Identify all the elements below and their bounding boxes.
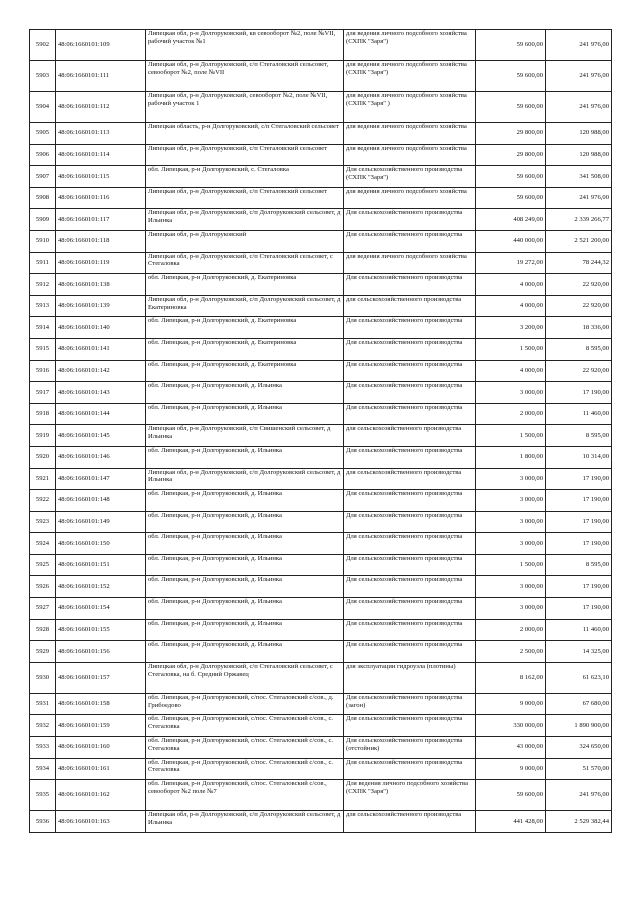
area-cell: 1 500,00 (476, 554, 546, 576)
cadastral-value-cell: 2 521 200,00 (546, 230, 612, 252)
permitted-use-cell: Для сельскохозяйственного производства (344, 554, 476, 576)
area-cell: 4 000,00 (476, 360, 546, 382)
cadastral-number-cell: 48:06:1660101:116 (56, 187, 146, 209)
permitted-use-cell: Для сельскохозяйственного производства (344, 317, 476, 339)
cadastral-number-cell: 48:06:1660101:160 (56, 737, 146, 759)
cadastral-number-cell: 48:06:1660101:163 (56, 811, 146, 833)
row-number-cell: 5927 (30, 598, 56, 620)
area-cell: 1 500,00 (476, 425, 546, 447)
address-cell: Липецкая обл, р-н Долгоруковский, с/п Стегаловский сельсовет, севооборот №2, поле №VII (146, 61, 344, 92)
address-cell: обл. Липецкая, р-н Долгоруковский, д. Ильинка (146, 403, 344, 425)
address-cell: обл. Липецкая, р-н Долгоруковский, д. Ильинка (146, 446, 344, 468)
area-cell: 9 000,00 (476, 758, 546, 780)
permitted-use-cell: Для сельскохозяйственного производства (344, 403, 476, 425)
permitted-use-cell: для ведения личного подсобного хозяйства (344, 252, 476, 274)
cadastral-value-cell: 8 595,00 (546, 554, 612, 576)
cadastral-value-cell: 241 976,00 (546, 30, 612, 61)
row-number-cell: 5932 (30, 715, 56, 737)
row-number-cell: 5925 (30, 554, 56, 576)
permitted-use-cell: для ведения личного подсобного хозяйства (344, 123, 476, 145)
area-cell: 3 000,00 (476, 576, 546, 598)
table-row (30, 780, 612, 811)
row-number-cell: 5936 (30, 811, 56, 833)
table-row (30, 295, 612, 317)
table-row (30, 317, 612, 339)
address-cell: обл. Липецкая, р-н Долгоруковский, с/пос. Стегаловский с/сов., с. Стегаловка (146, 737, 344, 759)
area-cell: 2 000,00 (476, 619, 546, 641)
address-cell: обл. Липецкая, р-н Долгоруковский, д. Ильинка (146, 533, 344, 555)
cadastral-number-cell: 48:06:1660101:109 (56, 30, 146, 61)
cadastral-number-cell: 48:06:1660101:143 (56, 382, 146, 404)
cadastral-number-cell: 48:06:1660101:159 (56, 715, 146, 737)
cadastral-value-cell: 78 244,32 (546, 252, 612, 274)
table-row (30, 576, 612, 598)
cadastral-number-cell: 48:06:1660101:155 (56, 619, 146, 641)
area-cell: 3 000,00 (476, 490, 546, 512)
table-row (30, 619, 612, 641)
area-cell: 3 200,00 (476, 317, 546, 339)
address-cell: Липецкая обл, р-н Долгоруковский, с/п Стегаловский сельсовет (146, 144, 344, 166)
cadastral-value-cell: 17 190,00 (546, 468, 612, 490)
permitted-use-cell: Для сельскохозяйственного производства (344, 576, 476, 598)
cadastral-value-cell: 2 339 266,77 (546, 209, 612, 231)
cadastral-number-cell: 48:06:1660101:151 (56, 554, 146, 576)
cadastral-value-cell: 17 190,00 (546, 511, 612, 533)
row-number-cell: 5935 (30, 780, 56, 811)
address-cell: Липецкая обл, р-н Долгоруковский, с/п Свишенский сельсовет, д Ильинка (146, 425, 344, 447)
cadastral-number-cell: 48:06:1660101:162 (56, 780, 146, 811)
address-cell: обл. Липецкая, р-н Долгоруковский, д. Ильинка (146, 576, 344, 598)
permitted-use-cell: Для сельскохозяйственного производства (СХПК "Заря") (344, 166, 476, 188)
row-number-cell: 5911 (30, 252, 56, 274)
address-cell: Липецкая обл, р-н Долгоруковский, кв севооборот №2, поле №VII, рабочий участок №1 (146, 30, 344, 61)
table-row (30, 360, 612, 382)
row-number-cell: 5923 (30, 511, 56, 533)
row-number-cell: 5902 (30, 30, 56, 61)
area-cell: 3 000,00 (476, 598, 546, 620)
area-cell: 59 600,00 (476, 61, 546, 92)
permitted-use-cell: Для сельскохозяйственного производства (344, 619, 476, 641)
permitted-use-cell: Для сельскохозяйственного производства (344, 446, 476, 468)
permitted-use-cell: для сельскохозяйственного производства (344, 425, 476, 447)
cadastral-value-cell: 22 920,00 (546, 295, 612, 317)
row-number-cell: 5907 (30, 166, 56, 188)
cadastral-value-cell: 61 623,10 (546, 662, 612, 693)
row-number-cell: 5904 (30, 92, 56, 123)
cadastral-value-cell: 67 680,00 (546, 693, 612, 715)
row-number-cell: 5920 (30, 446, 56, 468)
row-number-cell: 5928 (30, 619, 56, 641)
row-number-cell: 5917 (30, 382, 56, 404)
table-row (30, 811, 612, 833)
cadastral-number-cell: 48:06:1660101:149 (56, 511, 146, 533)
cadastral-number-cell: 48:06:1660101:154 (56, 598, 146, 620)
cadastral-value-cell: 11 460,00 (546, 619, 612, 641)
row-number-cell: 5933 (30, 737, 56, 759)
cadastral-number-cell: 48:06:1660101:161 (56, 758, 146, 780)
land-plot-table (29, 29, 612, 833)
table-row (30, 758, 612, 780)
table-body (30, 30, 612, 833)
cadastral-value-cell: 17 190,00 (546, 490, 612, 512)
cadastral-number-cell: 48:06:1660101:148 (56, 490, 146, 512)
cadastral-number-cell: 48:06:1660101:158 (56, 693, 146, 715)
address-cell: обл. Липецкая, р-н Долгоруковский, д. Ильинка (146, 554, 344, 576)
permitted-use-cell: Для ведения личного подсобного хозяйства (СХПК "Заря") (344, 780, 476, 811)
area-cell: 43 000,00 (476, 737, 546, 759)
row-number-cell: 5916 (30, 360, 56, 382)
area-cell: 441 428,00 (476, 811, 546, 833)
table-row (30, 30, 612, 61)
area-cell: 4 000,00 (476, 274, 546, 296)
cadastral-number-cell: 48:06:1660101:117 (56, 209, 146, 231)
cadastral-number-cell: 48:06:1660101:150 (56, 533, 146, 555)
permitted-use-cell: Для сельскохозяйственного производства (загон) (344, 693, 476, 715)
cadastral-number-cell: 48:06:1660101:112 (56, 92, 146, 123)
cadastral-number-cell: 48:06:1660101:119 (56, 252, 146, 274)
address-cell: обл. Липецкая, р-н Долгоруковский, д. Ильинка (146, 641, 344, 663)
row-number-cell: 5930 (30, 662, 56, 693)
area-cell: 408 249,00 (476, 209, 546, 231)
permitted-use-cell: Для сельскохозяйственного производства (344, 511, 476, 533)
row-number-cell: 5905 (30, 123, 56, 145)
cadastral-number-cell: 48:06:1660101:145 (56, 425, 146, 447)
address-cell: обл. Липецкая, р-н Долгоруковский, д. Ильинка (146, 598, 344, 620)
permitted-use-cell: Для сельскохозяйственного производства (344, 641, 476, 663)
permitted-use-cell: Для сельскохозяйственного производства (344, 209, 476, 231)
cadastral-number-cell: 48:06:1660101:140 (56, 317, 146, 339)
area-cell: 2 000,00 (476, 403, 546, 425)
area-cell: 440 000,00 (476, 230, 546, 252)
permitted-use-cell: для ведения личного подсобного хозяйства (СХПК "Заря") (344, 30, 476, 61)
cadastral-value-cell: 1 890 900,00 (546, 715, 612, 737)
table-row (30, 252, 612, 274)
address-cell: Липецкая область, р-н Долгоруковский, с/п Стегаловский сельсовет (146, 123, 344, 145)
cadastral-value-cell: 10 314,00 (546, 446, 612, 468)
area-cell: 3 000,00 (476, 382, 546, 404)
area-cell: 3 000,00 (476, 533, 546, 555)
cadastral-number-cell: 48:06:1660101:152 (56, 576, 146, 598)
cadastral-number-cell: 48:06:1660101:115 (56, 166, 146, 188)
cadastral-number-cell: 48:06:1660101:144 (56, 403, 146, 425)
area-cell: 19 272,00 (476, 252, 546, 274)
row-number-cell: 5924 (30, 533, 56, 555)
address-cell: обл. Липецкая, р-н Долгоруковский, д. Екатериновка (146, 274, 344, 296)
row-number-cell: 5915 (30, 338, 56, 360)
table-row (30, 598, 612, 620)
table-row (30, 403, 612, 425)
permitted-use-cell: Для сельскохозяйственного производства (344, 274, 476, 296)
address-cell: обл. Липецкая, р-н Долгоруковский, д. Ильинка (146, 490, 344, 512)
address-cell: обл. Липецкая, р-н Долгоруковский, д. Екатериновка (146, 360, 344, 382)
cadastral-value-cell: 241 976,00 (546, 92, 612, 123)
permitted-use-cell: Для сельскохозяйственного производства (344, 490, 476, 512)
row-number-cell: 5912 (30, 274, 56, 296)
address-cell: Липецкая обл, р-н Долгоруковский, с/п Долгоруковский сельсовет, д Екатериновка (146, 295, 344, 317)
address-cell: обл. Липецкая, р-н Долгоруковский, д. Ильинка (146, 619, 344, 641)
area-cell: 29 800,00 (476, 144, 546, 166)
permitted-use-cell: для сельскохозяйственного производства (344, 468, 476, 490)
table-row (30, 554, 612, 576)
cadastral-number-cell: 48:06:1660101:146 (56, 446, 146, 468)
address-cell: Липецкая обл, р-н Долгоруковский, с/п Долгоруковский сельсовет, д Ильинка (146, 811, 344, 833)
area-cell: 3 000,00 (476, 468, 546, 490)
cadastral-value-cell: 17 190,00 (546, 533, 612, 555)
permitted-use-cell: Для сельскохозяйственного производства (344, 533, 476, 555)
area-cell: 59 600,00 (476, 780, 546, 811)
area-cell: 330 000,00 (476, 715, 546, 737)
cadastral-value-cell: 2 529 382,44 (546, 811, 612, 833)
address-cell: обл. Липецкая, р-н Долгоруковский, д. Екатериновка (146, 338, 344, 360)
row-number-cell: 5914 (30, 317, 56, 339)
permitted-use-cell: Для сельскохозяйственного производства (344, 338, 476, 360)
address-cell: Липецкая обл, р-н Долгоруковский, с/п Стегаловский сельсовет, с Стегаловка, на б. Средний Оржавец (146, 662, 344, 693)
cadastral-value-cell: 241 976,00 (546, 61, 612, 92)
table-row (30, 693, 612, 715)
table-row (30, 209, 612, 231)
cadastral-value-cell: 22 920,00 (546, 274, 612, 296)
cadastral-value-cell: 22 920,00 (546, 360, 612, 382)
row-number-cell: 5913 (30, 295, 56, 317)
permitted-use-cell: Для сельскохозяйственного производства (344, 360, 476, 382)
cadastral-value-cell: 341 508,00 (546, 166, 612, 188)
permitted-use-cell: Для сельскохозяйственного производства (344, 758, 476, 780)
table-row (30, 737, 612, 759)
cadastral-number-cell: 48:06:1660101:141 (56, 338, 146, 360)
permitted-use-cell: для эксплуатации гидроузла (плотины) (344, 662, 476, 693)
cadastral-number-cell: 48:06:1660101:147 (56, 468, 146, 490)
area-cell: 1 500,00 (476, 338, 546, 360)
area-cell: 4 000,00 (476, 295, 546, 317)
cadastral-value-cell: 120 988,00 (546, 144, 612, 166)
table-row (30, 187, 612, 209)
table-row (30, 92, 612, 123)
permitted-use-cell: для сельскохозяйственного производства (344, 811, 476, 833)
cadastral-value-cell: 14 325,00 (546, 641, 612, 663)
table-row (30, 446, 612, 468)
area-cell: 8 162,00 (476, 662, 546, 693)
cadastral-number-cell: 48:06:1660101:157 (56, 662, 146, 693)
area-cell: 3 000,00 (476, 511, 546, 533)
row-number-cell: 5934 (30, 758, 56, 780)
permitted-use-cell: для сельскохозяйственного производства (344, 295, 476, 317)
cadastral-number-cell: 48:06:1660101:118 (56, 230, 146, 252)
cadastral-number-cell: 48:06:1660101:139 (56, 295, 146, 317)
permitted-use-cell: для ведения личного подсобного хозяйства (СХПК "Заря" ) (344, 92, 476, 123)
row-number-cell: 5903 (30, 61, 56, 92)
cadastral-number-cell: 48:06:1660101:113 (56, 123, 146, 145)
address-cell: обл. Липецкая, р-н Долгоруковский, д. Ильинка (146, 511, 344, 533)
cadastral-number-cell: 48:06:1660101:111 (56, 61, 146, 92)
table-row (30, 274, 612, 296)
address-cell: Липецкая обл, р-н Долгоруковский, с/п Долгоруковский сельсовет, д Ильинка (146, 468, 344, 490)
table-row (30, 533, 612, 555)
address-cell: Липецкая обл, р-н Долгоруковский, с/п Стегаловский сельсовет, с Стегаловка (146, 252, 344, 274)
address-cell: Липецкая обл, р-н Долгоруковский, с/п Долгоруковский сельсовет, д Ильинка (146, 209, 344, 231)
cadastral-number-cell: 48:06:1660101:114 (56, 144, 146, 166)
table-row (30, 382, 612, 404)
address-cell: обл. Липецкая, р-н Долгоруковский, с/пос. Стегаловский с/сов., д. Грибоедово (146, 693, 344, 715)
cadastral-value-cell: 241 976,00 (546, 187, 612, 209)
row-number-cell: 5929 (30, 641, 56, 663)
area-cell: 59 600,00 (476, 166, 546, 188)
cadastral-value-cell: 17 190,00 (546, 382, 612, 404)
cadastral-value-cell: 18 336,00 (546, 317, 612, 339)
cadastral-number-cell: 48:06:1660101:142 (56, 360, 146, 382)
cadastral-value-cell: 8 595,00 (546, 425, 612, 447)
row-number-cell: 5926 (30, 576, 56, 598)
cadastral-value-cell: 120 988,00 (546, 123, 612, 145)
table-row (30, 166, 612, 188)
row-number-cell: 5909 (30, 209, 56, 231)
row-number-cell: 5918 (30, 403, 56, 425)
area-cell: 9 000,00 (476, 693, 546, 715)
area-cell: 59 600,00 (476, 30, 546, 61)
row-number-cell: 5919 (30, 425, 56, 447)
permitted-use-cell: для ведения личного подсобного хозяйства (344, 144, 476, 166)
address-cell: Липецкая обл, р-н Долгоруковский, севооборот №2, поле №VII, рабочий участок 1 (146, 92, 344, 123)
permitted-use-cell: Для сельскохозяйственного производства (344, 598, 476, 620)
table-row (30, 511, 612, 533)
address-cell: обл. Липецкая, р-н Долгоруковский, с/пос. Стегаловский с/сов., с. Стегаловка (146, 715, 344, 737)
table-row (30, 61, 612, 92)
permitted-use-cell: Для сельскохозяйственного производства (344, 382, 476, 404)
cadastral-value-cell: 241 976,00 (546, 780, 612, 811)
area-cell: 1 800,00 (476, 446, 546, 468)
address-cell: Липецкая обл, р-н Долгоруковский (146, 230, 344, 252)
table-row (30, 123, 612, 145)
row-number-cell: 5908 (30, 187, 56, 209)
row-number-cell: 5910 (30, 230, 56, 252)
table-row (30, 425, 612, 447)
table-row (30, 715, 612, 737)
permitted-use-cell: для ведения личного подсобного хозяйства (СХПК "Заря") (344, 61, 476, 92)
cadastral-value-cell: 8 595,00 (546, 338, 612, 360)
table-row (30, 641, 612, 663)
address-cell: обл. Липецкая, р-н Долгоруковский, д. Екатериновка (146, 317, 344, 339)
address-cell: обл. Липецкая, р-н Долгоруковский, с/пос. Стегаловский с/сов., севооборот №2 поле №7 (146, 780, 344, 811)
table-row (30, 230, 612, 252)
area-cell: 59 600,00 (476, 187, 546, 209)
permitted-use-cell: Для сельскохозяйственного производства (отстойник) (344, 737, 476, 759)
table-row (30, 468, 612, 490)
cadastral-value-cell: 17 190,00 (546, 598, 612, 620)
area-cell: 2 500,00 (476, 641, 546, 663)
area-cell: 59 600,00 (476, 92, 546, 123)
permitted-use-cell: Для сельскохозяйственного производства (344, 230, 476, 252)
row-number-cell: 5931 (30, 693, 56, 715)
row-number-cell: 5921 (30, 468, 56, 490)
area-cell: 29 800,00 (476, 123, 546, 145)
row-number-cell: 5922 (30, 490, 56, 512)
table-row (30, 144, 612, 166)
cadastral-value-cell: 11 460,00 (546, 403, 612, 425)
address-cell: обл. Липецкая, р-н Долгоруковский, д. Ильинка (146, 382, 344, 404)
cadastral-value-cell: 324 650,00 (546, 737, 612, 759)
address-cell: обл. Липецкая, р-н Долгоруковский, с. Стегаловка (146, 166, 344, 188)
row-number-cell: 5906 (30, 144, 56, 166)
address-cell: Липецкая обл, р-н Долгоруковский, с/п Стегаловский сельсовет (146, 187, 344, 209)
permitted-use-cell: Для сельскохозяйственного производства (344, 715, 476, 737)
address-cell: обл. Липецкая, р-н Долгоруковский, с/пос. Стегаловский с/сов., с. Стегаловка (146, 758, 344, 780)
permitted-use-cell: для ведения личного подсобного хозяйства (344, 187, 476, 209)
cadastral-number-cell: 48:06:1660101:156 (56, 641, 146, 663)
cadastral-value-cell: 51 570,00 (546, 758, 612, 780)
cadastral-number-cell: 48:06:1660101:138 (56, 274, 146, 296)
cadastral-value-cell: 17 190,00 (546, 576, 612, 598)
table-row (30, 490, 612, 512)
table-row (30, 662, 612, 693)
table-row (30, 338, 612, 360)
